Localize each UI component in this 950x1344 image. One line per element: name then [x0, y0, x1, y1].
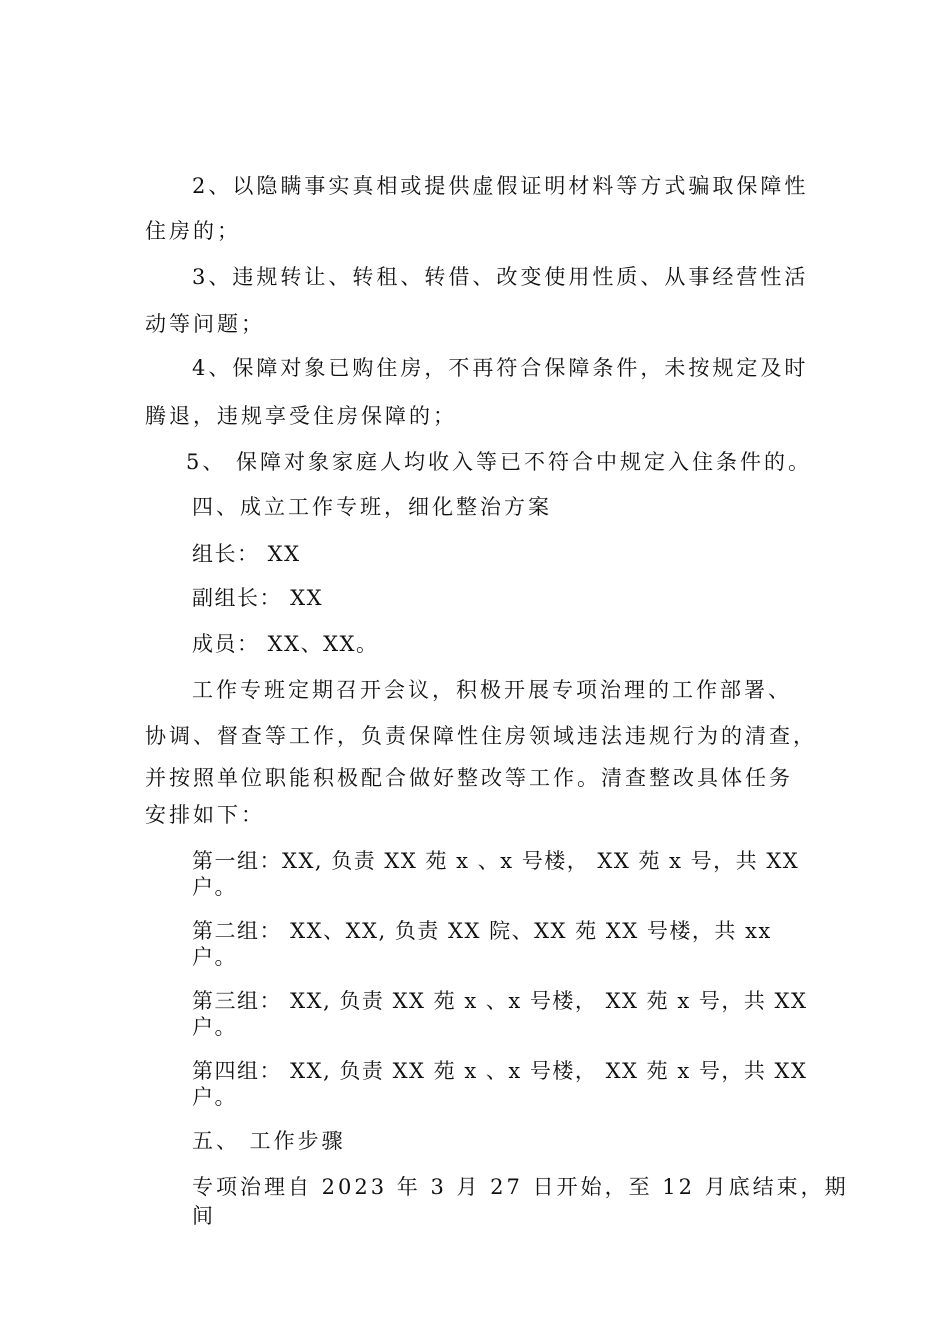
- item-5: 5、 保障对象家庭人均收入等已不符合中规定入住条件的。: [186, 450, 813, 474]
- section-4-para-line-4: 安排如下：: [145, 803, 265, 827]
- section-4-para-line-3: 并按照单位职能积极配合做好整改等工作。清查整改具体任务: [145, 766, 793, 790]
- group-2-line-1: 第二组： XX、XX, 负责 XX 院、XX 苑 XX 号楼，共 xx: [192, 919, 772, 943]
- group-1-line-1: 第一组：XX, 负责 XX 苑 x 、x 号楼， XX 苑 x 号，共 XX: [192, 849, 800, 873]
- section-4-para-line-1: 工作专班定期召开会议，积极开展专项治理的工作部署、: [192, 678, 792, 702]
- section-5-para-line-2: 间: [192, 1204, 216, 1228]
- group-3-line-2: 户。: [192, 1015, 237, 1039]
- group-4-line-2: 户。: [192, 1085, 237, 1109]
- section-4-heading: 四、成立工作专班，细化整治方案: [192, 495, 552, 519]
- item-4-line-1: 4、保障对象已购住房，不再符合保障条件，未按规定及时: [192, 356, 809, 380]
- group-2-line-2: 户。: [192, 945, 237, 969]
- item-2-line-2: 住房的；: [145, 219, 241, 243]
- item-2-line-1: 2、以隐瞒事实真相或提供虚假证明材料等方式骗取保障性: [192, 174, 809, 198]
- members-line: 成员： XX、XX。: [192, 632, 379, 656]
- item-3-line-1: 3、违规转让、转租、转借、改变使用性质、从事经营性活: [192, 265, 809, 289]
- section-5-heading: 五、 工作步骤: [192, 1129, 346, 1153]
- deputy-leader-line: 副组长： XX: [192, 586, 324, 610]
- group-1-line-2: 户。: [192, 875, 237, 899]
- item-3-line-2: 动等问题；: [145, 312, 265, 336]
- group-3-line-1: 第三组： XX, 负责 XX 苑 x 、x 号楼， XX 苑 x 号，共 XX: [192, 989, 808, 1013]
- section-4-para-line-2: 协调、督查等工作，负责保障性住房领域违法违规行为的清查，: [145, 724, 817, 748]
- section-5-para-line-1: 专项治理自 2023 年 3 月 27 日开始，至 12 月底结束，期: [192, 1175, 849, 1199]
- leader-line: 组长： XX: [192, 542, 301, 566]
- group-4-line-1: 第四组： XX, 负责 XX 苑 x 、x 号楼， XX 苑 x 号，共 XX: [192, 1059, 808, 1083]
- item-4-line-2: 腾退，违规享受住房保障的；: [145, 404, 457, 428]
